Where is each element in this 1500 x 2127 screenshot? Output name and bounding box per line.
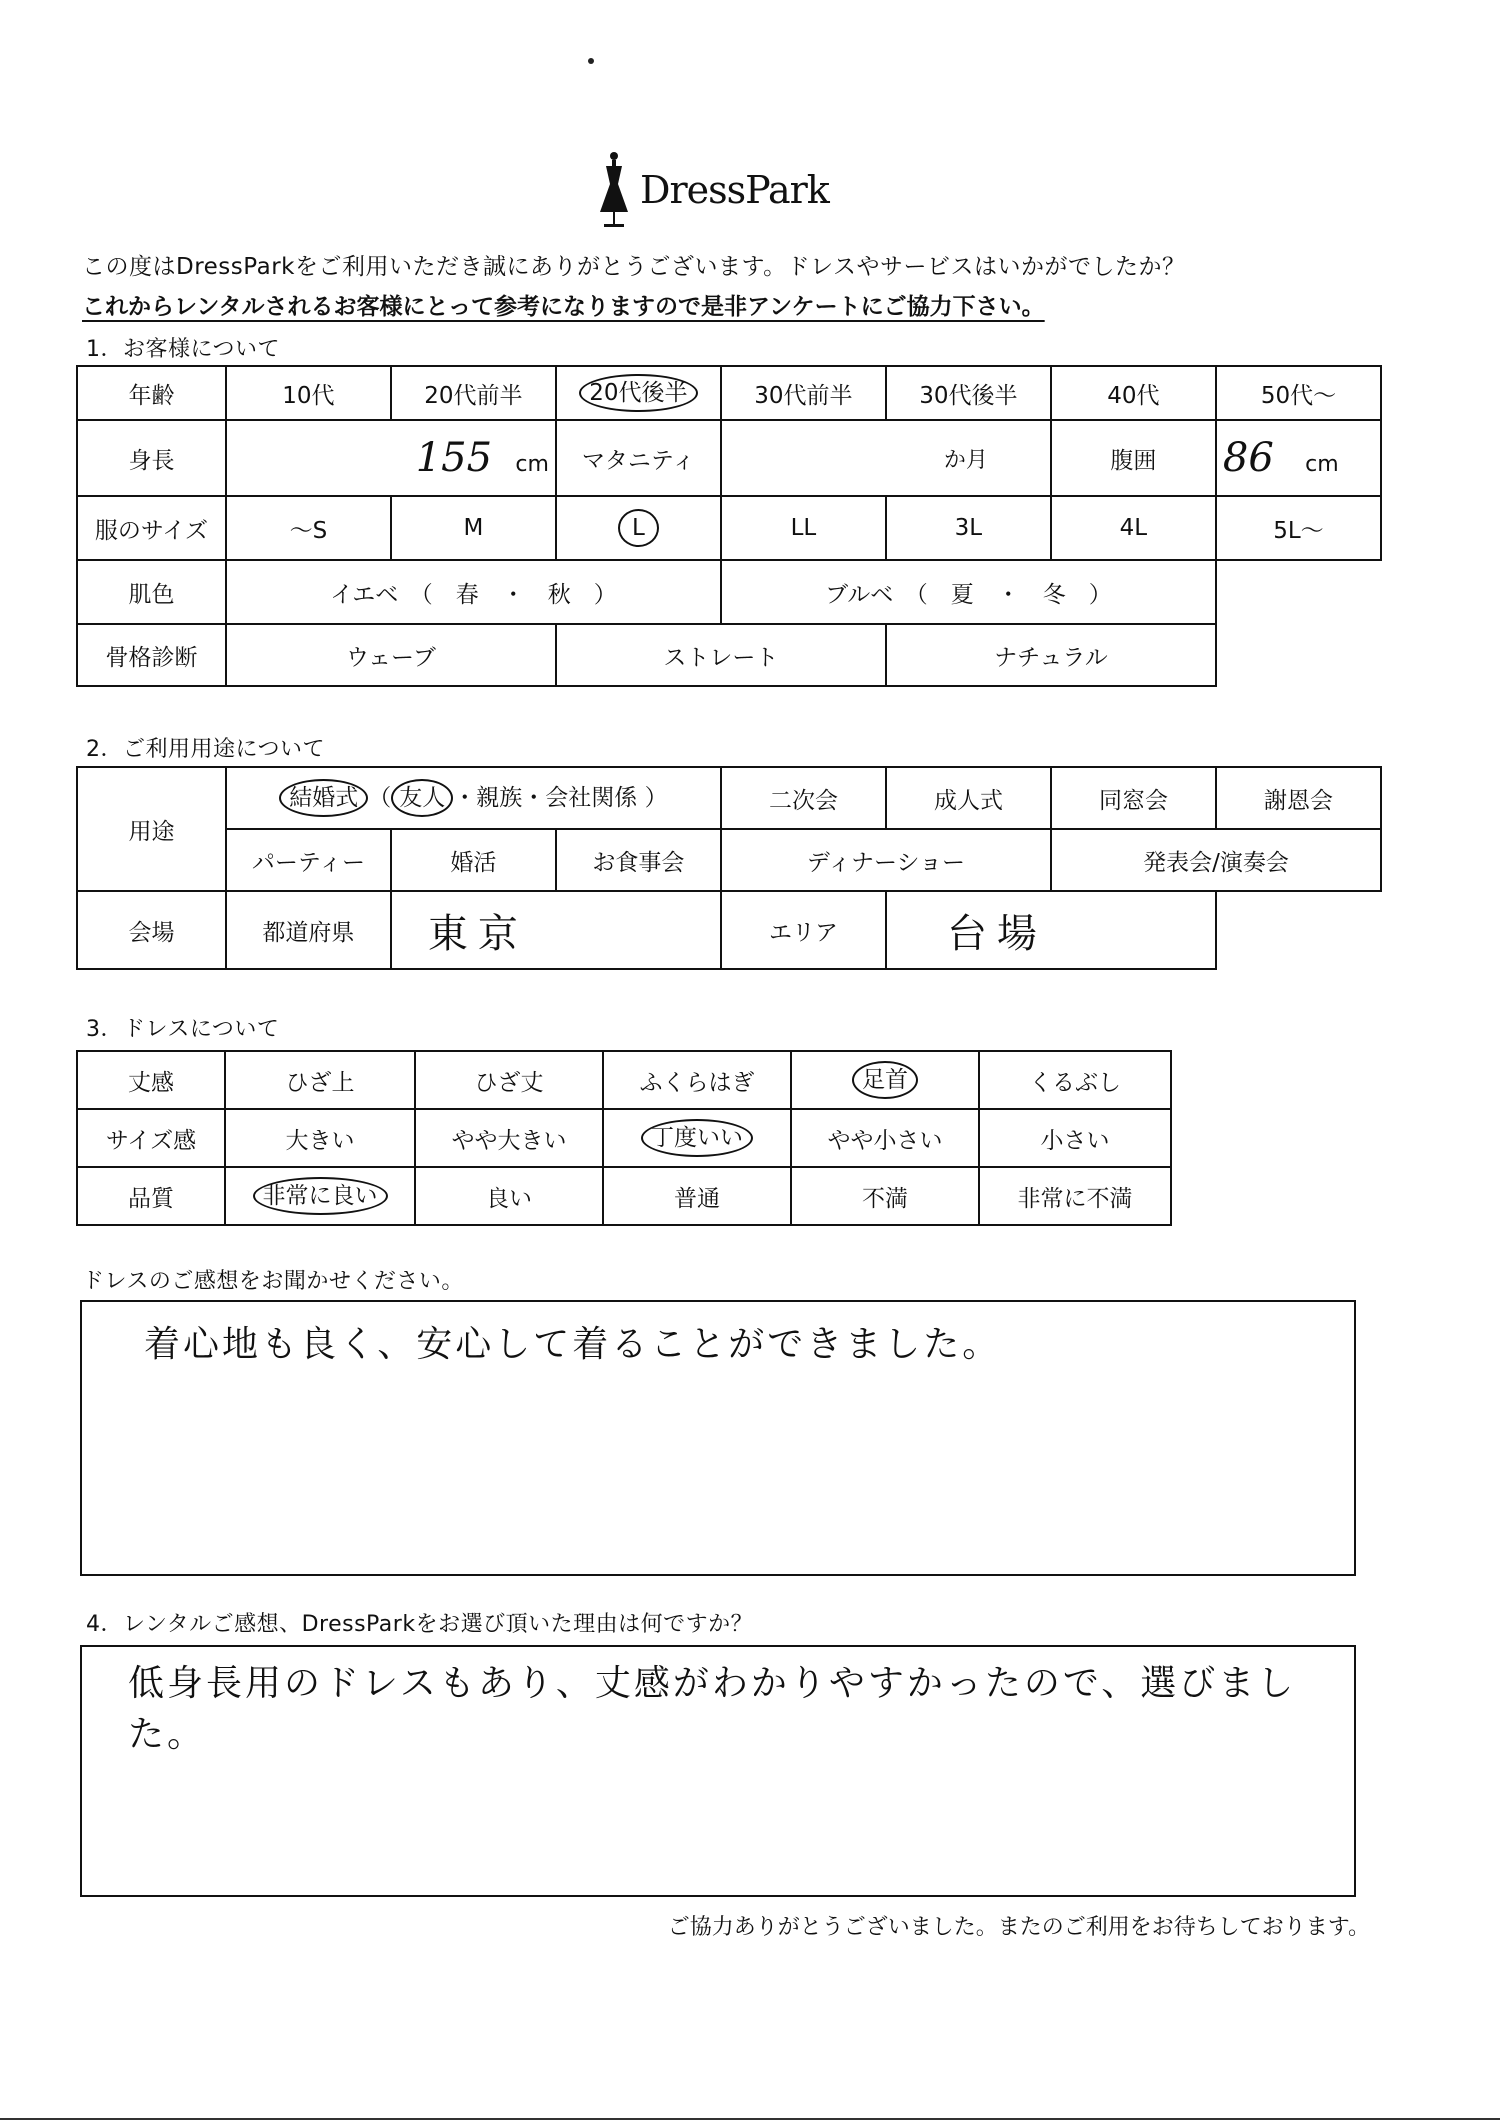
purpose-option[interactable]: ディナーショー — [721, 829, 1051, 891]
skeleton-option[interactable]: ウェーブ — [226, 624, 556, 686]
maternity-label: マタニティ — [556, 420, 721, 496]
prefecture-value: 東京 — [427, 910, 528, 957]
length-label: 丈感 — [77, 1051, 225, 1109]
age-option-selected[interactable] — [556, 366, 721, 420]
quality-option[interactable]: 不満 — [791, 1167, 979, 1225]
customer-info-table — [76, 365, 1382, 687]
height-label: 身長 — [77, 420, 226, 496]
age-option[interactable]: 20代前半 — [391, 366, 556, 420]
footer-thanks: ご協力ありがとうございました。またのご利用をお待ちしております。 — [667, 1915, 1370, 1940]
fit-option-selected[interactable] — [603, 1109, 791, 1167]
length-option[interactable]: ひざ丈 — [415, 1051, 603, 1109]
quality-option-selected[interactable] — [225, 1167, 415, 1225]
quality-option[interactable]: 非常に不満 — [979, 1167, 1171, 1225]
section-3-title: 3．ドレスについて — [86, 1017, 280, 1042]
area-label: エリア — [721, 891, 886, 969]
intro-line-2: これからレンタルされるお客様にとって参考になりますので是非アンケートにご協力下さい。 — [82, 294, 1045, 320]
fit-option[interactable]: 小さい — [979, 1109, 1171, 1167]
skeleton-option[interactable]: ストレート — [556, 624, 886, 686]
dress-comment-prompt: ドレスのご感想をお聞かせください。 — [82, 1269, 464, 1294]
size-option[interactable]: 5L〜 — [1216, 496, 1381, 560]
height-unit: cm — [515, 452, 549, 477]
wedding-open-paren: （ — [368, 785, 392, 811]
purpose-option[interactable]: 二次会 — [721, 767, 886, 829]
selection-circle-wedding: 結婚式 — [279, 779, 368, 817]
size-option[interactable]: 3L — [886, 496, 1051, 560]
purpose-option[interactable]: 同窓会 — [1051, 767, 1216, 829]
size-option[interactable]: 4L — [1051, 496, 1216, 560]
dress-comment-answer: 着心地も良く、安心して着ることができました。 — [144, 1324, 1002, 1365]
selection-circle: L — [618, 509, 659, 547]
selection-circle-friend: 友人 — [391, 779, 453, 817]
length-option[interactable]: ふくらはぎ — [603, 1051, 791, 1109]
skin-option-yellow-base[interactable]: イエベ （ 春 ・ 秋 ） — [226, 560, 721, 624]
maternity-unit: か月 — [943, 447, 988, 473]
prefecture-label: 都道府県 — [226, 891, 391, 969]
selection-circle: 丁度いい — [641, 1119, 753, 1157]
purpose-option[interactable]: 成人式 — [886, 767, 1051, 829]
skin-option-blue-base[interactable]: ブルベ （ 夏 ・ 冬 ） — [721, 560, 1216, 624]
intro-line-1: この度はDressParkをご利用いただき誠にありがとうございます。ドレスやサービスはいかがでしたか？ — [82, 254, 1186, 280]
waist-value: 86 — [1222, 435, 1274, 481]
dress-table — [76, 1050, 1172, 1226]
waist-label: 腹囲 — [1051, 420, 1216, 496]
selection-circle: 非常に良い — [253, 1177, 388, 1215]
rental-comment-answer: 低身長用のドレスもあり、丈感がわかりやすかったので、選びました。 — [128, 1663, 1297, 1755]
age-option[interactable]: 30代前半 — [721, 366, 886, 420]
empty-cell — [1216, 624, 1381, 686]
purpose-option[interactable]: パーティー — [226, 829, 391, 891]
rental-comment-box[interactable] — [80, 1645, 1356, 1897]
skeleton-option[interactable]: ナチュラル — [886, 624, 1216, 686]
area-value: 台場 — [946, 910, 1047, 957]
purpose-option[interactable]: 謝恩会 — [1216, 767, 1381, 829]
fit-option[interactable]: 大きい — [225, 1109, 415, 1167]
section-2-title: 2．ご利用用途について — [86, 737, 326, 762]
page-bottom-border — [0, 2118, 1500, 2120]
purpose-wedding[interactable] — [226, 767, 721, 829]
wedding-sub-options: ・親族・会社関係 ） — [453, 785, 668, 811]
purpose-label: 用途 — [77, 767, 226, 891]
fit-label: サイズ感 — [77, 1109, 225, 1167]
skeleton-label: 骨格診断 — [77, 624, 226, 686]
size-option[interactable]: LL — [721, 496, 886, 560]
fit-option[interactable]: やや大きい — [415, 1109, 603, 1167]
height-field[interactable] — [226, 420, 556, 496]
quality-option[interactable]: 普通 — [603, 1167, 791, 1225]
length-option-selected[interactable] — [791, 1051, 979, 1109]
section-1-title: 1．お客様について — [86, 337, 281, 362]
height-value: 155 — [415, 435, 493, 481]
length-option[interactable]: ひざ上 — [225, 1051, 415, 1109]
age-option[interactable]: 50代〜 — [1216, 366, 1381, 420]
length-option[interactable]: くるぶし — [979, 1051, 1171, 1109]
dress-mannequin-icon — [596, 150, 632, 230]
age-option[interactable]: 30代後半 — [886, 366, 1051, 420]
size-option[interactable]: M — [391, 496, 556, 560]
fit-option[interactable]: やや小さい — [791, 1109, 979, 1167]
waist-unit: cm — [1305, 452, 1339, 477]
size-option-selected[interactable] — [556, 496, 721, 560]
prefecture-field[interactable] — [391, 891, 721, 969]
empty-cell — [1216, 560, 1381, 624]
waist-field[interactable] — [1216, 420, 1381, 496]
section-4-title: 4．レンタルご感想、DressParkをお選び頂いた理由は何ですか？ — [86, 1612, 754, 1637]
dress-comment-box[interactable] — [80, 1300, 1356, 1576]
purpose-option[interactable]: お食事会 — [556, 829, 721, 891]
size-option[interactable]: 〜S — [226, 496, 391, 560]
purpose-option[interactable]: 婚活 — [391, 829, 556, 891]
selection-circle: 足首 — [852, 1061, 918, 1099]
scan-speck — [588, 58, 594, 64]
area-field[interactable] — [886, 891, 1216, 969]
size-label: 服のサイズ — [77, 496, 226, 560]
usage-table — [76, 766, 1382, 970]
purpose-option[interactable]: 発表会/演奏会 — [1051, 829, 1381, 891]
selection-circle: 20代後半 — [579, 374, 697, 412]
empty-cell — [1216, 891, 1381, 969]
venue-label: 会場 — [77, 891, 226, 969]
age-option[interactable]: 40代 — [1051, 366, 1216, 420]
brand-name: DressPark — [640, 168, 829, 212]
brand-header — [0, 150, 1500, 230]
age-label: 年齢 — [77, 366, 226, 420]
maternity-field[interactable] — [721, 420, 1051, 496]
skin-label: 肌色 — [77, 560, 226, 624]
quality-label: 品質 — [77, 1167, 225, 1225]
quality-option[interactable]: 良い — [415, 1167, 603, 1225]
age-option[interactable]: 10代 — [226, 366, 391, 420]
